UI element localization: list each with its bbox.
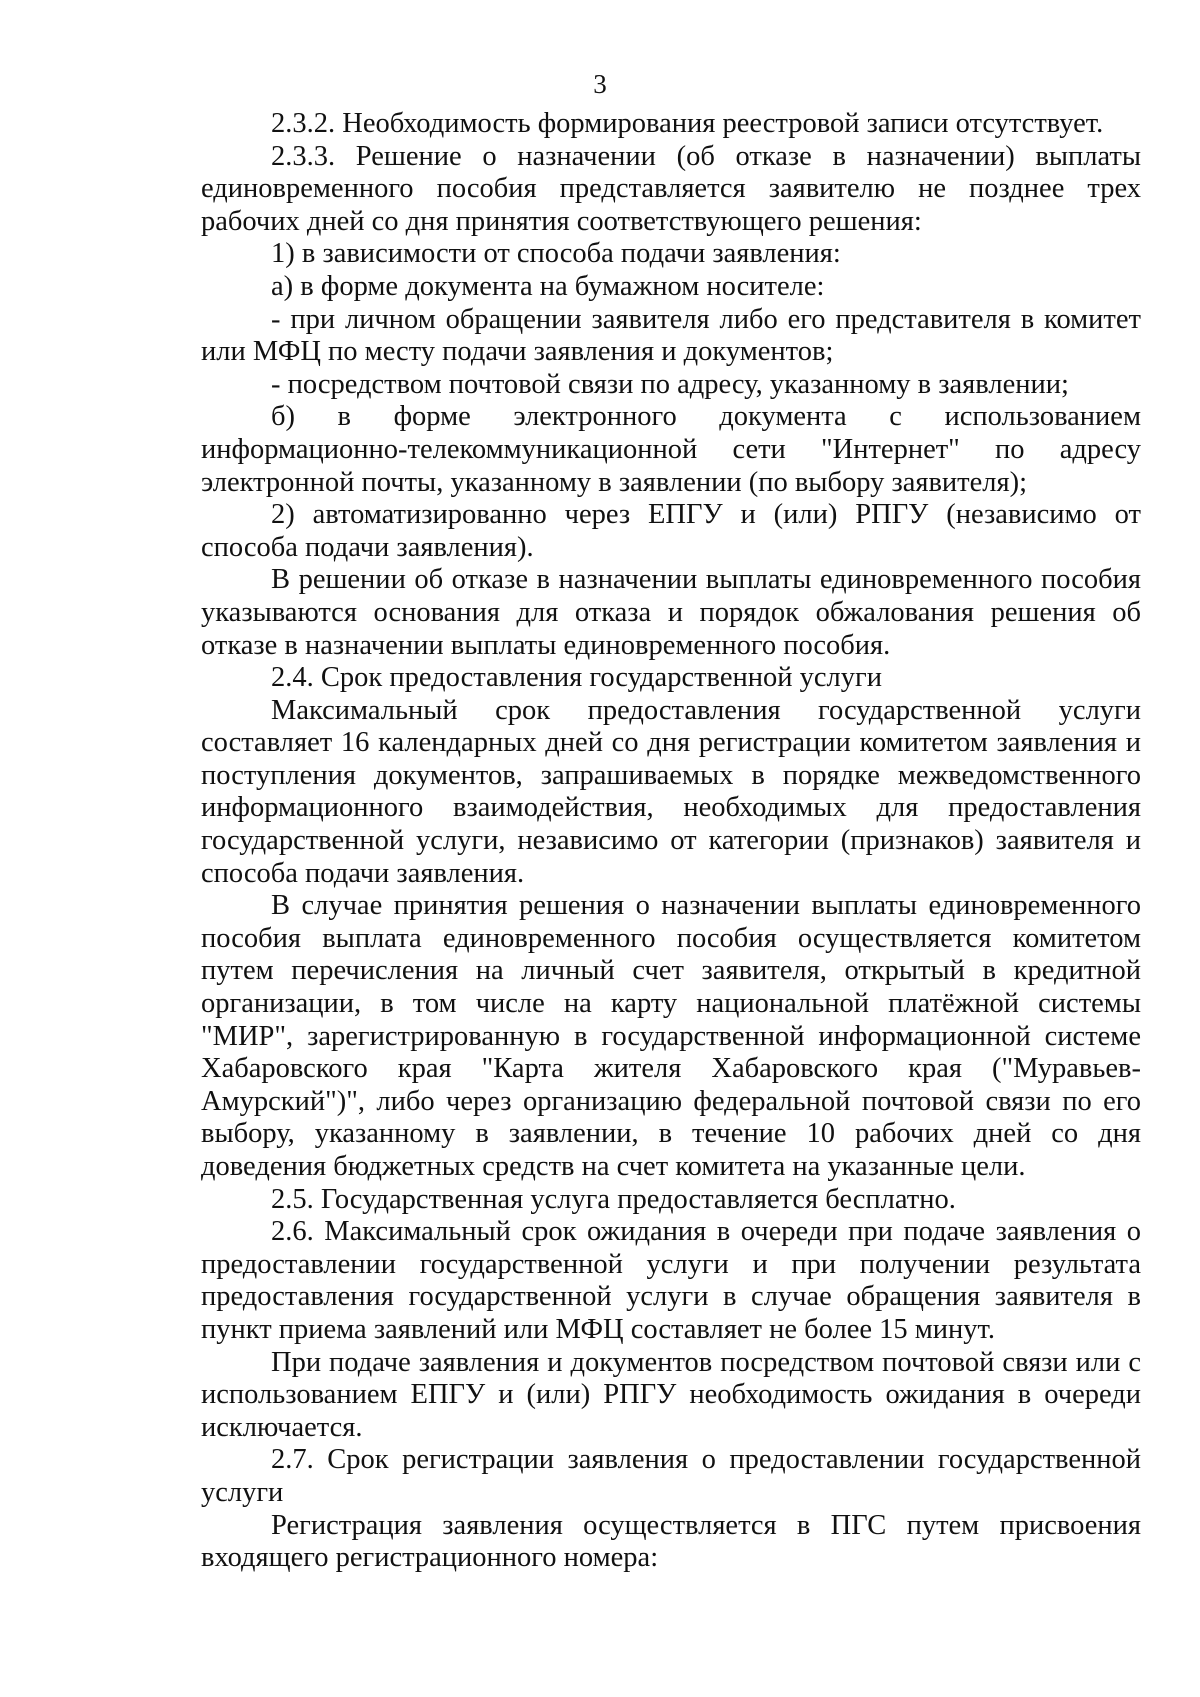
paragraph-2-5: 2.5. Государственная услуга предоставляется бесплатно. — [271, 1183, 956, 1215]
list-item-postal: - посредством почтовой связи по адресу, указанному в заявлении; — [271, 368, 1069, 400]
paragraph-registration: Регистрация заявления осуществляется в ПГС путем присвоения входящего регистрационного номера: — [201, 1509, 1141, 1574]
paragraph-2-3-2: 2.3.2. Необходимость формирования реестровой записи отсутствует. — [271, 108, 1104, 139]
paragraph-payment: В случае принятия решения о назначении выплаты единовременного пособия выплата единовременного пособия осуществляется комитетом путем перечисления на личный счет заявителя, открытый в кредитной организации, в том числе на карту национальной платёжной системы "МИР", зарегистрированную в государственной информационной системе Хабаровского края "Карта жителя Хабаровского края ("Муравьев-Амурский")", либо через организацию федеральной почтовой связи по его выбору, указанному в заявлении, в течение 10 рабочих дней со дня доведения бюджетных средств на счет комитета на указанные цели. — [201, 890, 1141, 1182]
page-number: 3 — [593, 69, 607, 99]
section-heading-2-7: 2.7. Срок регистрации заявления о предоставлении государственной услуги — [201, 1444, 1141, 1508]
paragraph-2-6: 2.6. Максимальный срок ожидания в очереди при подаче заявления о предоставлении государственной услуги и при получении результата предоставления государственной услуги в случае обращения заявителя в пункт приема заявлений или МФЦ составляет не более 15 минут. — [201, 1216, 1141, 1345]
paragraph-2-3-3: 2.3.3. Решение о назначении (об отказе в назначении) выплаты единовременного пособия представляется заявителю не позднее трех рабочих дней со дня принятия соответствующего решения: — [201, 140, 1141, 237]
list-item-b: б) в форме электронного документа с использованием информационно-телекоммуникационной сети "Интернет" по адресу электронной почты, указанному в заявлении (по выбору заявителя); — [201, 401, 1141, 498]
paragraph-refusal-decision: В решении об отказе в назначении выплаты единовременного пособия указываются основания для отказа и порядок обжалования решения об отказе в назначении выплаты единовременного пособия. — [201, 564, 1141, 661]
paragraph-no-queue: При подаче заявления и документов посредством почтовой связи или с использованием ЕПГУ и (или) РПГУ необходимость ожидания в очереди исключается. — [201, 1346, 1141, 1443]
list-item-1: 1) в зависимости от способа подачи заявления: — [271, 238, 841, 270]
list-item-personal-visit: - при личном обращении заявителя либо его представителя в комитет или МФЦ по месту подачи заявления и документов; — [201, 303, 1141, 368]
section-heading-2-4: 2.4. Срок предоставления государственной услуги — [271, 662, 882, 694]
document-body — [201, 108, 1141, 1575]
list-item-a: а) в форме документа на бумажном носителе: — [271, 270, 825, 302]
paragraph-max-term: Максимальный срок предоставления государственной услуги составляет 16 календарных дней со дня регистрации комитетом заявления и поступления документов, запрашиваемых в порядке межведомственного информационного взаимодействия, необходимых для предоставления государственной услуги, независимо от категории (признаков) заявителя и способа подачи заявления. — [201, 694, 1141, 889]
list-item-2: 2) автоматизированно через ЕПГУ и (или) РПГУ (независимо от способа подачи заявления). — [201, 499, 1141, 563]
